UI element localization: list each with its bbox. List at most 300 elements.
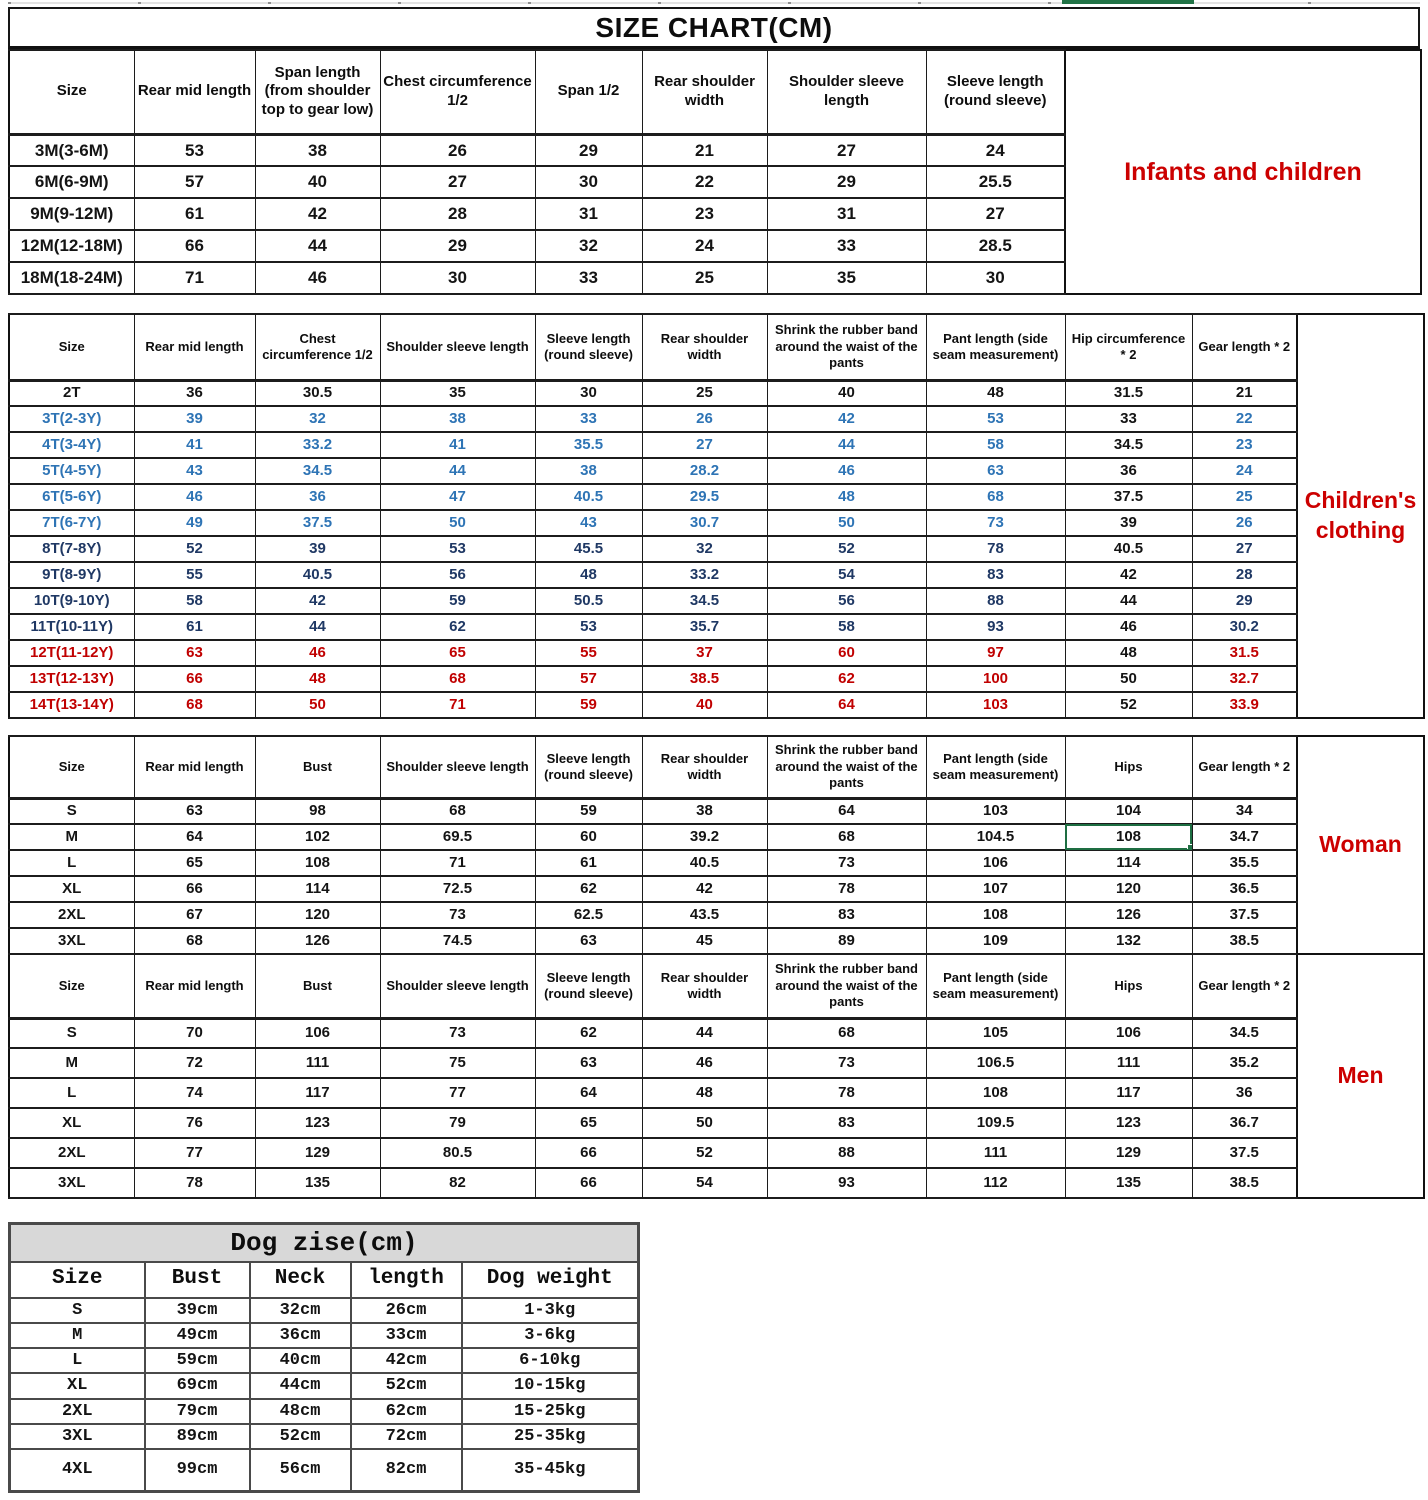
value-cell: 34.5 <box>1192 1018 1297 1048</box>
value-cell: 80.5 <box>380 1138 535 1168</box>
table-row <box>9 380 1297 406</box>
value-cell: 39cm <box>145 1298 250 1323</box>
value-cell: 58 <box>134 588 255 614</box>
table-row <box>9 458 1297 484</box>
value-cell: 6-10kg <box>462 1348 639 1373</box>
row-size-cell: 14T(13-14Y) <box>9 692 134 718</box>
value-cell: 60 <box>535 824 642 850</box>
table-row <box>9 198 1065 230</box>
value-cell: 76 <box>134 1108 255 1138</box>
table-row <box>10 1399 639 1424</box>
value-cell: 27 <box>926 198 1065 230</box>
table-row <box>9 484 1297 510</box>
table-row <box>9 928 1297 954</box>
row-size-cell: 2XL <box>9 1138 134 1168</box>
value-cell: 33 <box>535 262 642 294</box>
section-label-children: Children's clothing <box>1298 313 1425 719</box>
row-size-cell: 18M(18-24M) <box>9 262 134 294</box>
men-size-table <box>8 953 1298 1199</box>
value-cell: 75 <box>380 1048 535 1078</box>
value-cell: 38.5 <box>642 666 767 692</box>
value-cell: 61 <box>134 614 255 640</box>
table-row <box>9 1138 1297 1168</box>
section-woman <box>8 735 1425 955</box>
value-cell: 55 <box>535 640 642 666</box>
value-cell: 73 <box>380 902 535 928</box>
value-cell: 47 <box>380 484 535 510</box>
value-cell: 42 <box>642 876 767 902</box>
column-header: Hip circumference * 2 <box>1065 314 1192 380</box>
value-cell: 109.5 <box>926 1108 1065 1138</box>
value-cell: 71 <box>380 850 535 876</box>
column-header: Size <box>9 736 134 798</box>
column-header: Hips <box>1065 736 1192 798</box>
woman-size-table <box>8 735 1298 955</box>
row-size-cell: 6T(5-6Y) <box>9 484 134 510</box>
column-header: Hips <box>1065 954 1192 1018</box>
value-cell: 22 <box>642 166 767 198</box>
row-size-cell: 3XL <box>9 928 134 954</box>
value-cell: 77 <box>134 1138 255 1168</box>
value-cell: 28 <box>1192 562 1297 588</box>
value-cell: 33 <box>1065 406 1192 432</box>
column-header: Pant length (side seam measurement) <box>926 314 1065 380</box>
value-cell: 83 <box>767 902 926 928</box>
value-cell: 73 <box>380 1018 535 1048</box>
table-row <box>9 1018 1297 1048</box>
value-cell: 46 <box>1065 614 1192 640</box>
column-header: Rear mid length <box>134 314 255 380</box>
column-header: Sleeve length (round sleeve) <box>926 50 1065 134</box>
value-cell: 37.5 <box>1065 484 1192 510</box>
children-size-table <box>8 313 1298 719</box>
column-header: Chest circumference 1/2 <box>255 314 380 380</box>
value-cell: 73 <box>767 850 926 876</box>
value-cell: 78 <box>767 876 926 902</box>
value-cell: 29.5 <box>642 484 767 510</box>
value-cell: 62 <box>535 876 642 902</box>
row-size-cell: L <box>9 1078 134 1108</box>
table-row <box>9 562 1297 588</box>
value-cell: 35.5 <box>535 432 642 458</box>
row-size-cell: 10T(9-10Y) <box>9 588 134 614</box>
value-cell: 107 <box>926 876 1065 902</box>
value-cell: 71 <box>380 692 535 718</box>
row-size-cell: 2XL <box>9 902 134 928</box>
value-cell: 64 <box>767 692 926 718</box>
value-cell: 37.5 <box>255 510 380 536</box>
value-cell: 120 <box>255 902 380 928</box>
value-cell: 62 <box>767 666 926 692</box>
column-header: Shoulder sleeve length <box>380 954 535 1018</box>
value-cell: 89cm <box>145 1424 250 1449</box>
row-size-cell: 3XL <box>10 1424 145 1449</box>
value-cell: 88 <box>926 588 1065 614</box>
value-cell: 68 <box>767 824 926 850</box>
value-cell: 56 <box>767 588 926 614</box>
value-cell: 23 <box>642 198 767 230</box>
value-cell: 24 <box>642 230 767 262</box>
value-cell: 40 <box>255 166 380 198</box>
value-cell: 68 <box>767 1018 926 1048</box>
value-cell: 53 <box>926 406 1065 432</box>
value-cell: 71 <box>134 262 255 294</box>
column-header: Shrink the rubber band around the waist of the pants <box>767 736 926 798</box>
value-cell: 54 <box>767 562 926 588</box>
value-cell: 24 <box>926 134 1065 166</box>
value-cell: 129 <box>1065 1138 1192 1168</box>
value-cell: 73 <box>767 1048 926 1078</box>
value-cell: 78 <box>926 536 1065 562</box>
row-size-cell: M <box>10 1323 145 1348</box>
table-row <box>9 262 1065 294</box>
value-cell: 106 <box>255 1018 380 1048</box>
value-cell: 102 <box>255 824 380 850</box>
value-cell: 40cm <box>250 1348 351 1373</box>
value-cell: 112 <box>926 1168 1065 1198</box>
value-cell: 27 <box>767 134 926 166</box>
value-cell: 97 <box>926 640 1065 666</box>
row-size-cell: 3M(3-6M) <box>9 134 134 166</box>
column-header: Bust <box>255 736 380 798</box>
value-cell: 30 <box>926 262 1065 294</box>
value-cell: 99cm <box>145 1449 250 1491</box>
value-cell: 40.5 <box>255 562 380 588</box>
table-row <box>9 876 1297 902</box>
value-cell: 52 <box>1065 692 1192 718</box>
column-header: Size <box>9 314 134 380</box>
value-cell: 48 <box>255 666 380 692</box>
value-cell: 106 <box>926 850 1065 876</box>
column-header: Pant length (side seam measurement) <box>926 736 1065 798</box>
value-cell: 65 <box>380 640 535 666</box>
value-cell: 29 <box>380 230 535 262</box>
table-row <box>9 824 1297 850</box>
column-header: Rear mid length <box>134 736 255 798</box>
value-cell: 64 <box>767 798 926 824</box>
table-row <box>9 510 1297 536</box>
value-cell: 25 <box>642 262 767 294</box>
value-cell: 123 <box>255 1108 380 1138</box>
value-cell: 132 <box>1065 928 1192 954</box>
value-cell: 35-45kg <box>462 1449 639 1491</box>
column-header: Shoulder sleeve length <box>380 736 535 798</box>
value-cell: 27 <box>642 432 767 458</box>
value-cell: 44 <box>1065 588 1192 614</box>
value-cell: 31 <box>535 198 642 230</box>
value-cell: 33 <box>767 230 926 262</box>
value-cell: 103 <box>926 798 1065 824</box>
row-size-cell: M <box>9 824 134 850</box>
value-cell: 35.2 <box>1192 1048 1297 1078</box>
value-cell: 109 <box>926 928 1065 954</box>
column-header: Rear shoulder width <box>642 314 767 380</box>
value-cell: 64 <box>134 824 255 850</box>
column-header: Gear length * 2 <box>1192 954 1297 1018</box>
column-header: Rear shoulder width <box>642 736 767 798</box>
table-row <box>9 588 1297 614</box>
column-header: Size <box>10 1262 145 1298</box>
value-cell: 50 <box>642 1108 767 1138</box>
table-row <box>9 850 1297 876</box>
row-size-cell: 4T(3-4Y) <box>9 432 134 458</box>
row-size-cell: 2XL <box>10 1399 145 1424</box>
column-header: Rear mid length <box>134 50 255 134</box>
value-cell: 126 <box>1065 902 1192 928</box>
row-size-cell: 13T(12-13Y) <box>9 666 134 692</box>
value-cell: 63 <box>535 928 642 954</box>
table-row <box>9 134 1065 166</box>
value-cell: 108 <box>926 1078 1065 1108</box>
value-cell: 39 <box>255 536 380 562</box>
value-cell: 24 <box>1192 458 1297 484</box>
value-cell: 43 <box>134 458 255 484</box>
value-cell: 29 <box>767 166 926 198</box>
value-cell: 129 <box>255 1138 380 1168</box>
section-men <box>8 953 1425 1199</box>
value-cell: 66 <box>134 876 255 902</box>
value-cell: 108 <box>1065 824 1192 850</box>
table-row <box>10 1424 639 1449</box>
value-cell: 100 <box>926 666 1065 692</box>
spreadsheet-selection-mark <box>1062 0 1194 4</box>
row-size-cell: 3T(2-3Y) <box>9 406 134 432</box>
row-size-cell: XL <box>10 1373 145 1398</box>
value-cell: 42 <box>1065 562 1192 588</box>
column-header: Size <box>9 954 134 1018</box>
value-cell: 38 <box>535 458 642 484</box>
column-header: Chest circumference 1/2 <box>380 50 535 134</box>
value-cell: 74.5 <box>380 928 535 954</box>
section-infants <box>8 49 1422 295</box>
value-cell: 63 <box>926 458 1065 484</box>
value-cell: 34.5 <box>255 458 380 484</box>
row-size-cell: 12T(11-12Y) <box>9 640 134 666</box>
value-cell: 26 <box>380 134 535 166</box>
row-size-cell: S <box>10 1298 145 1323</box>
page-title-text: SIZE CHART(CM) <box>595 11 833 43</box>
value-cell: 34.5 <box>642 588 767 614</box>
value-cell: 38.5 <box>1192 928 1297 954</box>
value-cell: 15-25kg <box>462 1399 639 1424</box>
row-size-cell: XL <box>9 1108 134 1138</box>
value-cell: 52 <box>642 1138 767 1168</box>
value-cell: 35 <box>380 380 535 406</box>
value-cell: 36 <box>134 380 255 406</box>
value-cell: 77 <box>380 1078 535 1108</box>
value-cell: 69cm <box>145 1373 250 1398</box>
value-cell: 61 <box>535 850 642 876</box>
value-cell: 52cm <box>250 1424 351 1449</box>
value-cell: 48 <box>1065 640 1192 666</box>
value-cell: 46 <box>642 1048 767 1078</box>
value-cell: 111 <box>255 1048 380 1078</box>
table-row <box>10 1348 639 1373</box>
value-cell: 114 <box>1065 850 1192 876</box>
value-cell: 44 <box>255 614 380 640</box>
header-row <box>9 736 1297 798</box>
value-cell: 44cm <box>250 1373 351 1398</box>
table-row <box>9 614 1297 640</box>
value-cell: 26cm <box>351 1298 462 1323</box>
value-cell: 59cm <box>145 1348 250 1373</box>
column-header: Gear length * 2 <box>1192 314 1297 380</box>
value-cell: 50.5 <box>535 588 642 614</box>
value-cell: 88 <box>767 1138 926 1168</box>
value-cell: 79cm <box>145 1399 250 1424</box>
value-cell: 31.5 <box>1192 640 1297 666</box>
value-cell: 42 <box>255 198 380 230</box>
page-title <box>8 7 1420 49</box>
table-row <box>10 1449 639 1491</box>
value-cell: 53 <box>535 614 642 640</box>
row-size-cell: 5T(4-5Y) <box>9 458 134 484</box>
value-cell: 106 <box>1065 1018 1192 1048</box>
row-size-cell: 9T(8-9Y) <box>9 562 134 588</box>
value-cell: 108 <box>255 850 380 876</box>
value-cell: 36.5 <box>1192 876 1297 902</box>
value-cell: 63 <box>134 798 255 824</box>
value-cell: 39.2 <box>642 824 767 850</box>
value-cell: 32 <box>642 536 767 562</box>
value-cell: 74 <box>134 1078 255 1108</box>
value-cell: 68 <box>134 928 255 954</box>
value-cell: 35.5 <box>1192 850 1297 876</box>
value-cell: 55 <box>134 562 255 588</box>
value-cell: 104.5 <box>926 824 1065 850</box>
value-cell: 61 <box>134 198 255 230</box>
value-cell: 43 <box>535 510 642 536</box>
value-cell: 45.5 <box>535 536 642 562</box>
table-row <box>9 536 1297 562</box>
infants-size-table <box>8 49 1066 295</box>
value-cell: 34.5 <box>1065 432 1192 458</box>
spreadsheet-gridline <box>8 2 1420 4</box>
column-header: Sleeve length (round sleeve) <box>535 736 642 798</box>
value-cell: 63 <box>535 1048 642 1078</box>
value-cell: 34 <box>1192 798 1297 824</box>
value-cell: 38.5 <box>1192 1168 1297 1198</box>
row-size-cell: XL <box>9 876 134 902</box>
value-cell: 44 <box>255 230 380 262</box>
table-row <box>10 1323 639 1348</box>
value-cell: 40 <box>767 380 926 406</box>
value-cell: 35 <box>767 262 926 294</box>
table-row <box>9 1078 1297 1108</box>
value-cell: 126 <box>255 928 380 954</box>
value-cell: 43.5 <box>642 902 767 928</box>
value-cell: 31.5 <box>1065 380 1192 406</box>
value-cell: 66 <box>134 230 255 262</box>
value-cell: 72cm <box>351 1424 462 1449</box>
value-cell: 44 <box>642 1018 767 1048</box>
value-cell: 36cm <box>250 1323 351 1348</box>
value-cell: 32 <box>255 406 380 432</box>
value-cell: 66 <box>134 666 255 692</box>
value-cell: 59 <box>535 798 642 824</box>
value-cell: 28 <box>380 198 535 230</box>
value-cell: 42 <box>767 406 926 432</box>
value-cell: 45 <box>642 928 767 954</box>
value-cell: 65 <box>134 850 255 876</box>
table-row <box>9 666 1297 692</box>
value-cell: 34.7 <box>1192 824 1297 850</box>
dog-table-title: Dog zise(cm) <box>10 1224 639 1262</box>
value-cell: 41 <box>134 432 255 458</box>
value-cell: 42cm <box>351 1348 462 1373</box>
value-cell: 52cm <box>351 1373 462 1398</box>
value-cell: 3-6kg <box>462 1323 639 1348</box>
value-cell: 65 <box>535 1108 642 1138</box>
row-size-cell: L <box>10 1348 145 1373</box>
value-cell: 36.7 <box>1192 1108 1297 1138</box>
value-cell: 56 <box>380 562 535 588</box>
value-cell: 66 <box>535 1168 642 1198</box>
section-dog <box>8 1222 640 1493</box>
column-header: Shrink the rubber band around the waist of the pants <box>767 314 926 380</box>
header-row <box>9 314 1297 380</box>
value-cell: 29 <box>1192 588 1297 614</box>
column-header: Rear shoulder width <box>642 50 767 134</box>
value-cell: 58 <box>926 432 1065 458</box>
value-cell: 36 <box>1065 458 1192 484</box>
section-children <box>8 313 1425 719</box>
value-cell: 32cm <box>250 1298 351 1323</box>
value-cell: 48cm <box>250 1399 351 1424</box>
value-cell: 53 <box>134 134 255 166</box>
value-cell: 37.5 <box>1192 1138 1297 1168</box>
header-row <box>9 50 1065 134</box>
value-cell: 27 <box>380 166 535 198</box>
value-cell: 30 <box>535 166 642 198</box>
value-cell: 106.5 <box>926 1048 1065 1078</box>
value-cell: 35.7 <box>642 614 767 640</box>
value-cell: 49cm <box>145 1323 250 1348</box>
row-size-cell: 2T <box>9 380 134 406</box>
value-cell: 28.2 <box>642 458 767 484</box>
value-cell: 46 <box>767 458 926 484</box>
value-cell: 64 <box>535 1078 642 1108</box>
value-cell: 25.5 <box>926 166 1065 198</box>
value-cell: 117 <box>1065 1078 1192 1108</box>
value-cell: 72.5 <box>380 876 535 902</box>
value-cell: 120 <box>1065 876 1192 902</box>
value-cell: 29 <box>535 134 642 166</box>
value-cell: 40 <box>642 692 767 718</box>
value-cell: 21 <box>1192 380 1297 406</box>
value-cell: 114 <box>255 876 380 902</box>
value-cell: 117 <box>255 1078 380 1108</box>
value-cell: 59 <box>535 692 642 718</box>
value-cell: 72 <box>134 1048 255 1078</box>
column-header: Neck <box>250 1262 351 1298</box>
column-header: Dog weight <box>462 1262 639 1298</box>
value-cell: 28.5 <box>926 230 1065 262</box>
column-header: length <box>351 1262 462 1298</box>
value-cell: 50 <box>380 510 535 536</box>
value-cell: 40.5 <box>642 850 767 876</box>
table-row <box>9 230 1065 262</box>
section-label-men: Men <box>1298 953 1425 1199</box>
value-cell: 52 <box>767 536 926 562</box>
value-cell: 38 <box>642 798 767 824</box>
column-header: Rear mid length <box>134 954 255 1018</box>
column-header: Shoulder sleeve length <box>767 50 926 134</box>
table-row <box>9 692 1297 718</box>
row-size-cell: 7T(6-7Y) <box>9 510 134 536</box>
value-cell: 33.2 <box>642 562 767 588</box>
value-cell: 32 <box>535 230 642 262</box>
